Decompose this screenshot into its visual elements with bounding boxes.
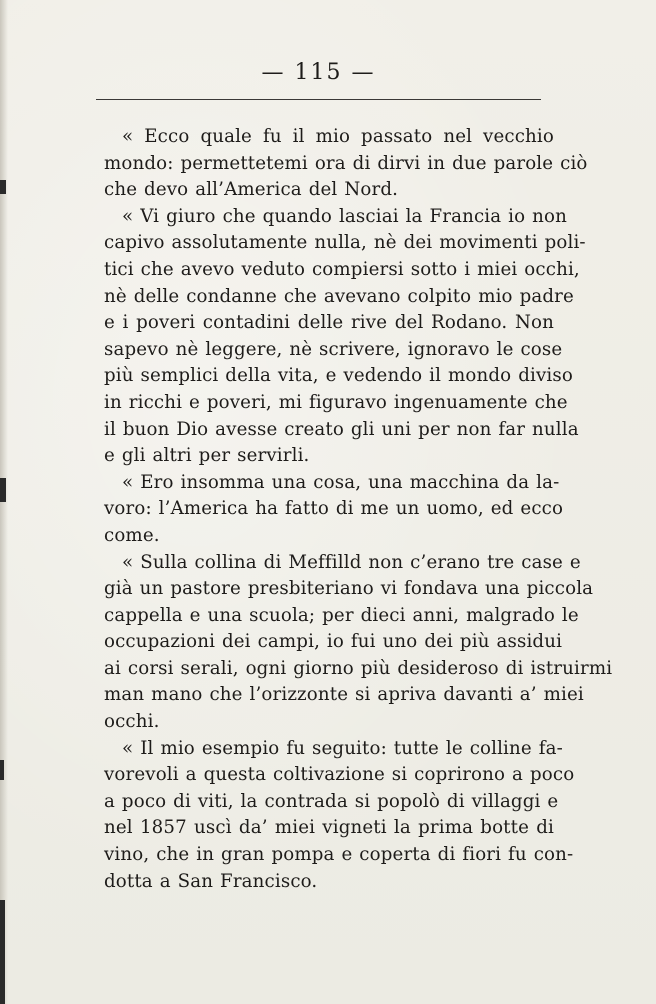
text-line: nel 1857 uscì da’ miei vigneti la prima botte di	[104, 817, 554, 839]
paragraph	[104, 204, 586, 470]
text-line: già un pastore presbiteriano vi fondava una piccola	[104, 578, 594, 600]
text-line: man mano che l’orizzonte si apriva davanti a’ miei	[104, 684, 584, 706]
header-rule	[96, 99, 541, 100]
text-line: ai corsi serali, ogni giorno più desideroso di istruirmi	[104, 657, 613, 679]
text-line: tici che avevo veduto compiersi sotto i miei occhi,	[104, 258, 580, 280]
paragraph	[104, 124, 588, 204]
paragraph	[104, 550, 613, 736]
text-line: occhi.	[104, 711, 160, 733]
text-line: cappella e una scuola; per dieci anni, malgrado le	[104, 604, 579, 626]
text-line: sapevo nè leggere, nè scrivere, ignoravo le cose	[104, 338, 563, 360]
paragraph	[104, 470, 564, 550]
edge-mark	[0, 900, 5, 1004]
text-line: vino, che in gran pompa e coperta di fiori fu con-	[104, 844, 574, 866]
text-line: « Vi giuro che quando lasciai la Francia io non	[122, 205, 568, 227]
paragraph	[104, 736, 575, 896]
text-line: « Sulla collina di Meffilld non c’erano tre case e	[122, 551, 581, 573]
text-line: « Ecco quale fu il mio passato nel vecchio	[122, 126, 554, 147]
text-line: occupazioni dei campi, io fui uno dei più assidui	[104, 631, 563, 653]
text-line: mondo: permettetemi ora di dirvi in due parole ciò	[104, 152, 588, 174]
body-text	[104, 124, 613, 895]
text-line: « Il mio esempio fu seguito: tutte le colline fa-	[122, 737, 563, 759]
text-line: « Ero insomma una cosa, una macchina da la-	[122, 471, 560, 493]
text-line: e i poveri contadini delle rive del Rodano. Non	[104, 312, 554, 334]
text-line: che devo all’America del Nord.	[104, 179, 399, 201]
page-left-edge	[0, 0, 8, 1004]
text-line: il buon Dio avesse creato gli uni per non far nulla	[104, 418, 579, 440]
text-line: come.	[104, 524, 160, 546]
edge-mark	[0, 760, 4, 780]
edge-mark	[0, 180, 6, 194]
text-line: nè delle condanne che avevano colpito mio padre	[104, 285, 574, 307]
text-line: a poco di viti, la contrada si popolò di villaggi e	[104, 790, 559, 812]
text-line: dotta a San Francisco.	[104, 870, 318, 892]
edge-mark	[0, 478, 6, 502]
text-line: voro: l’America ha fatto di me un uomo, ed ecco	[104, 498, 564, 520]
page-number: — 115 —	[261, 60, 376, 85]
text-line: più semplici della vita, e vedendo il mondo diviso	[104, 365, 573, 387]
text-line: vorevoli a questa coltivazione si coprirono a poco	[104, 764, 575, 786]
text-line: e gli altri per servirli.	[104, 445, 310, 467]
text-line: in ricchi e poveri, mi figuravo ingenuamente che	[104, 391, 568, 413]
text-line: capivo assolutamente nulla, nè dei movimenti poli-	[104, 232, 586, 254]
